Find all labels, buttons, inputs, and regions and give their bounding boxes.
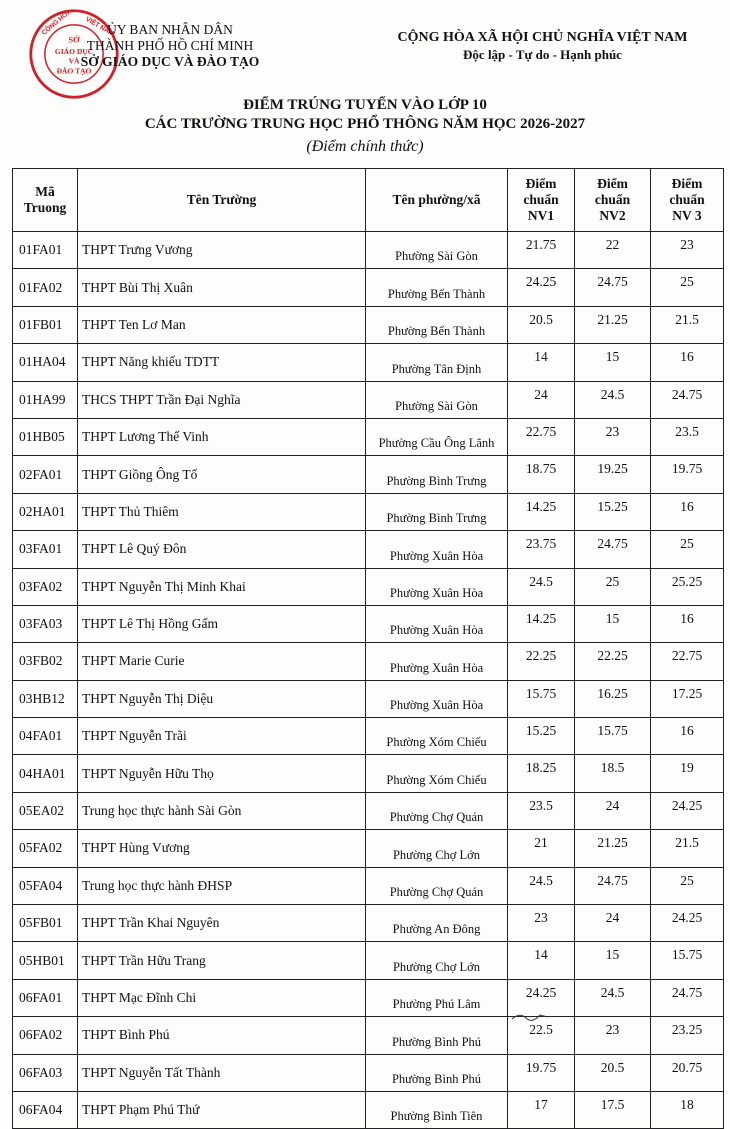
cell-nv2: 24: [575, 792, 651, 829]
cell-school-name: THPT Trần Hữu Trang: [78, 942, 366, 979]
cell-ward: Phường Sài Gòn: [366, 232, 508, 269]
cell-code: 01HA04: [13, 344, 78, 381]
cell-code: 04HA01: [13, 755, 78, 792]
cell-nv3: 15.75: [651, 942, 724, 979]
cell-ward: Phường Xuân Hòa: [366, 605, 508, 642]
cell-code: 05HB01: [13, 942, 78, 979]
cell-nv1: 21.75: [508, 232, 575, 269]
cell-ward: Phường Xóm Chiếu: [366, 718, 508, 755]
cell-nv3: 25: [651, 531, 724, 568]
cell-nv2: 24.75: [575, 867, 651, 904]
cell-nv2: 19.25: [575, 456, 651, 493]
cell-nv1: 22.25: [508, 643, 575, 680]
cell-nv2: 21.25: [575, 306, 651, 343]
cell-code: 06FA02: [13, 1017, 78, 1054]
cell-nv3: 19.75: [651, 456, 724, 493]
cell-code: 06FA03: [13, 1054, 78, 1091]
cell-ward: Phường Xuân Hòa: [366, 531, 508, 568]
cell-nv2: 15.75: [575, 718, 651, 755]
national-name: CỘNG HÒA XÃ HỘI CHỦ NGHĨA VIỆT NAM: [397, 30, 688, 45]
document-title-line-1: ĐIỂM TRÚNG TUYỂN VÀO LỚP 10: [243, 97, 487, 113]
cell-school-name: THPT Nguyễn Tất Thành: [78, 1054, 366, 1091]
cell-ward: Phường Bình Tiên: [366, 1091, 508, 1128]
cell-nv2: 22: [575, 232, 651, 269]
issuer-block: [50, 22, 290, 70]
table-row: [13, 830, 724, 867]
cell-code: 03FA03: [13, 605, 78, 642]
cell-nv1: 14.25: [508, 493, 575, 530]
cell-code: 06FA04: [13, 1091, 78, 1128]
cell-nv3: 16: [651, 605, 724, 642]
cell-school-name: THPT Thủ Thiêm: [78, 493, 366, 530]
cell-ward: Phường Phú Lâm: [366, 979, 508, 1016]
table-row: [13, 755, 724, 792]
cell-nv3: 25: [651, 867, 724, 904]
cell-nv2: 24: [575, 905, 651, 942]
cell-code: 01FA02: [13, 269, 78, 306]
cell-nv3: 22.75: [651, 643, 724, 680]
cell-ward: Phường Chợ Lớn: [366, 942, 508, 979]
header-code: Mã Truong: [13, 169, 78, 232]
cell-ward: Phường Chợ Quán: [366, 867, 508, 904]
cell-nv2: 24.5: [575, 979, 651, 1016]
cell-ward: Phường Bình Trưng: [366, 493, 508, 530]
svg-text:GIÁO DỤC: GIÁO DỤC: [54, 47, 94, 56]
cell-school-name: THPT Nguyễn Thị Minh Khai: [78, 568, 366, 605]
cell-school-name: THPT Lê Quý Đôn: [78, 531, 366, 568]
cell-code: 02HA01: [13, 493, 78, 530]
cell-nv1: 21: [508, 830, 575, 867]
cell-school-name: THPT Bùi Thị Xuân: [78, 269, 366, 306]
cell-nv2: 24.75: [575, 531, 651, 568]
cell-nv3: 24.75: [651, 381, 724, 418]
table-row: [13, 381, 724, 418]
cell-nv3: 25: [651, 269, 724, 306]
cell-school-name: THPT Bình Phú: [78, 1017, 366, 1054]
cell-nv1: 18.25: [508, 755, 575, 792]
svg-text:ĐÀO TẠO: ĐÀO TẠO: [56, 66, 92, 76]
cell-code: 01HB05: [13, 418, 78, 455]
table-row: [13, 942, 724, 979]
cell-code: 01FA01: [13, 232, 78, 269]
svg-text:VIỆT NAM: VIỆT NAM: [84, 15, 116, 38]
cell-ward: Phường Bến Thành: [366, 269, 508, 306]
cell-nv2: 22.25: [575, 643, 651, 680]
cell-nv3: 16: [651, 493, 724, 530]
cell-code: 05FA04: [13, 867, 78, 904]
cell-ward: Phường Xuân Hòa: [366, 680, 508, 717]
cell-school-name: Trung học thực hành Sài Gòn: [78, 792, 366, 829]
cell-nv1: 14: [508, 344, 575, 381]
cell-nv1: 24.5: [508, 867, 575, 904]
cell-nv1: 18.75: [508, 456, 575, 493]
table-row: [13, 456, 724, 493]
table-row: [13, 905, 724, 942]
cell-nv3: 23: [651, 232, 724, 269]
cell-code: 03FA02: [13, 568, 78, 605]
cell-nv2: 18.5: [575, 755, 651, 792]
cell-nv3: 23.25: [651, 1017, 724, 1054]
cell-nv2: 24.5: [575, 381, 651, 418]
cell-nv1: 14.25: [508, 605, 575, 642]
cell-school-name: THPT Hùng Vương: [78, 830, 366, 867]
cell-nv1: 24.25: [508, 979, 575, 1016]
table-row: [13, 979, 724, 1016]
cell-nv3: 19: [651, 755, 724, 792]
table-row: [13, 718, 724, 755]
cell-code: 03HB12: [13, 680, 78, 717]
header-nv2: Điểm chuẩn NV2: [575, 169, 651, 232]
cell-nv3: 17.25: [651, 680, 724, 717]
cell-nv1: 17: [508, 1091, 575, 1128]
cell-nv2: 17.5: [575, 1091, 651, 1128]
cell-nv1: 24.25: [508, 269, 575, 306]
cell-nv1: 14: [508, 942, 575, 979]
national-motto-block: [370, 30, 715, 63]
cell-nv1: 19.75: [508, 1054, 575, 1091]
cell-school-name: THPT Mạc Đĩnh Chi: [78, 979, 366, 1016]
cell-code: 03FA01: [13, 531, 78, 568]
cell-nv3: 16: [651, 718, 724, 755]
cell-code: 04FA01: [13, 718, 78, 755]
cell-nv3: 24.75: [651, 979, 724, 1016]
cell-nv3: 21.5: [651, 830, 724, 867]
table-row: [13, 568, 724, 605]
svg-text:VÀ: VÀ: [68, 56, 80, 66]
cell-nv2: 16.25: [575, 680, 651, 717]
score-table: [12, 168, 724, 1129]
cell-nv2: 25: [575, 568, 651, 605]
cell-nv3: 24.25: [651, 792, 724, 829]
national-motto: Độc lập - Tự do - Hạnh phúc: [463, 47, 622, 62]
cell-code: 05EA02: [13, 792, 78, 829]
cell-nv1: 15.25: [508, 718, 575, 755]
cell-nv3: 24.25: [651, 905, 724, 942]
header-nv1: Điểm chuẩn NV1: [508, 169, 575, 232]
cell-nv1: 15.75: [508, 680, 575, 717]
cell-school-name: THPT Ten Lơ Man: [78, 306, 366, 343]
cell-ward: Phường Bình Phú: [366, 1017, 508, 1054]
cell-code: 01HA99: [13, 381, 78, 418]
svg-text:SỞ: SỞ: [68, 34, 80, 45]
document-title-line-2: CÁC TRƯỜNG TRUNG HỌC PHỔ THÔNG NĂM HỌC 2026-2027: [144, 116, 586, 132]
cell-nv2: 23: [575, 1017, 651, 1054]
svg-text:CỘNG HÒA: CỘNG HÒA: [40, 8, 73, 37]
cell-school-name: THPT Giồng Ông Tố: [78, 456, 366, 493]
cell-school-name: THPT Nguyễn Trãi: [78, 718, 366, 755]
cell-ward: Phường Cầu Ông Lãnh: [366, 418, 508, 455]
cell-code: 05FA02: [13, 830, 78, 867]
cell-nv1: 23.5: [508, 792, 575, 829]
table-row: [13, 867, 724, 904]
cell-nv3: 16: [651, 344, 724, 381]
header-nv3: Điểm chuẩn NV 3: [651, 169, 724, 232]
cell-school-name: THPT Lương Thế Vinh: [78, 418, 366, 455]
cell-nv1: 23.75: [508, 531, 575, 568]
cell-school-name: THPT Trần Khai Nguyên: [78, 905, 366, 942]
header-school-name: Tên Trường: [78, 169, 366, 232]
cell-nv2: 24.75: [575, 269, 651, 306]
cell-nv2: 20.5: [575, 1054, 651, 1091]
cell-nv2: 15.25: [575, 493, 651, 530]
table-row: [13, 1054, 724, 1091]
table-row: [13, 418, 724, 455]
table-row: [13, 1017, 724, 1054]
cell-ward: Phường Xuân Hòa: [366, 568, 508, 605]
cell-code: 05FB01: [13, 905, 78, 942]
cell-nv3: 23.5: [651, 418, 724, 455]
signature-mark: [510, 1010, 550, 1025]
cell-nv2: 15: [575, 344, 651, 381]
table-row: [13, 269, 724, 306]
table-header-row: [13, 169, 724, 232]
table-row: [13, 306, 724, 343]
cell-nv2: 21.25: [575, 830, 651, 867]
cell-school-name: THPT Nguyễn Hữu Thọ: [78, 755, 366, 792]
cell-nv1: 22.5: [508, 1017, 575, 1054]
table-row: [13, 1091, 724, 1128]
cell-ward: Phường Chợ Lớn: [366, 830, 508, 867]
table-row: [13, 680, 724, 717]
table-row: [13, 643, 724, 680]
cell-nv3: 21.5: [651, 306, 724, 343]
header-ward: Tên phường/xã: [366, 169, 508, 232]
table-row: [13, 344, 724, 381]
table-row: [13, 232, 724, 269]
cell-code: 06FA01: [13, 979, 78, 1016]
issuer-line-1: ỦY BAN NHÂN DÂN: [107, 22, 233, 37]
cell-code: 01FB01: [13, 306, 78, 343]
cell-school-name: THPT Lê Thị Hồng Gấm: [78, 605, 366, 642]
table-row: [13, 792, 724, 829]
cell-code: 02FA01: [13, 456, 78, 493]
cell-nv2: 23: [575, 418, 651, 455]
cell-ward: Phường Xuân Hòa: [366, 643, 508, 680]
cell-ward: Phường Tân Định: [366, 344, 508, 381]
cell-ward: Phường Xóm Chiếu: [366, 755, 508, 792]
cell-ward: Phường Sài Gòn: [366, 381, 508, 418]
cell-school-name: THPT Phạm Phú Thứ: [78, 1091, 366, 1128]
issuer-line-2: THÀNH PHỐ HỒ CHÍ MINH: [86, 38, 254, 53]
cell-nv1: 24.5: [508, 568, 575, 605]
cell-ward: Phường Chợ Quán: [366, 792, 508, 829]
cell-nv2: 15: [575, 605, 651, 642]
table-row: [13, 493, 724, 530]
cell-nv1: 23: [508, 905, 575, 942]
cell-ward: Phường Bến Thành: [366, 306, 508, 343]
cell-school-name: THPT Trưng Vương: [78, 232, 366, 269]
cell-school-name: THPT Nguyễn Thị Diệu: [78, 680, 366, 717]
cell-school-name: THPT Năng khiếu TDTT: [78, 344, 366, 381]
cell-nv1: 24: [508, 381, 575, 418]
cell-nv3: 20.75: [651, 1054, 724, 1091]
cell-nv1: 22.75: [508, 418, 575, 455]
cell-ward: Phường An Đông: [366, 905, 508, 942]
cell-ward: Phường Bình Trưng: [366, 456, 508, 493]
document-subtitle: (Điểm chính thức): [306, 138, 424, 155]
cell-code: 03FB02: [13, 643, 78, 680]
cell-ward: Phường Bình Phú: [366, 1054, 508, 1091]
cell-school-name: Trung học thực hành ĐHSP: [78, 867, 366, 904]
cell-school-name: THCS THPT Trần Đại Nghĩa: [78, 381, 366, 418]
table-row: [13, 531, 724, 568]
cell-nv2: 15: [575, 942, 651, 979]
issuer-line-3: SỞ GIÁO DỤC VÀ ĐÀO TẠO: [80, 54, 260, 69]
table-row: [13, 605, 724, 642]
cell-nv3: 25.25: [651, 568, 724, 605]
cell-nv1: 20.5: [508, 306, 575, 343]
cell-school-name: THPT Marie Curie: [78, 643, 366, 680]
cell-nv3: 18: [651, 1091, 724, 1128]
